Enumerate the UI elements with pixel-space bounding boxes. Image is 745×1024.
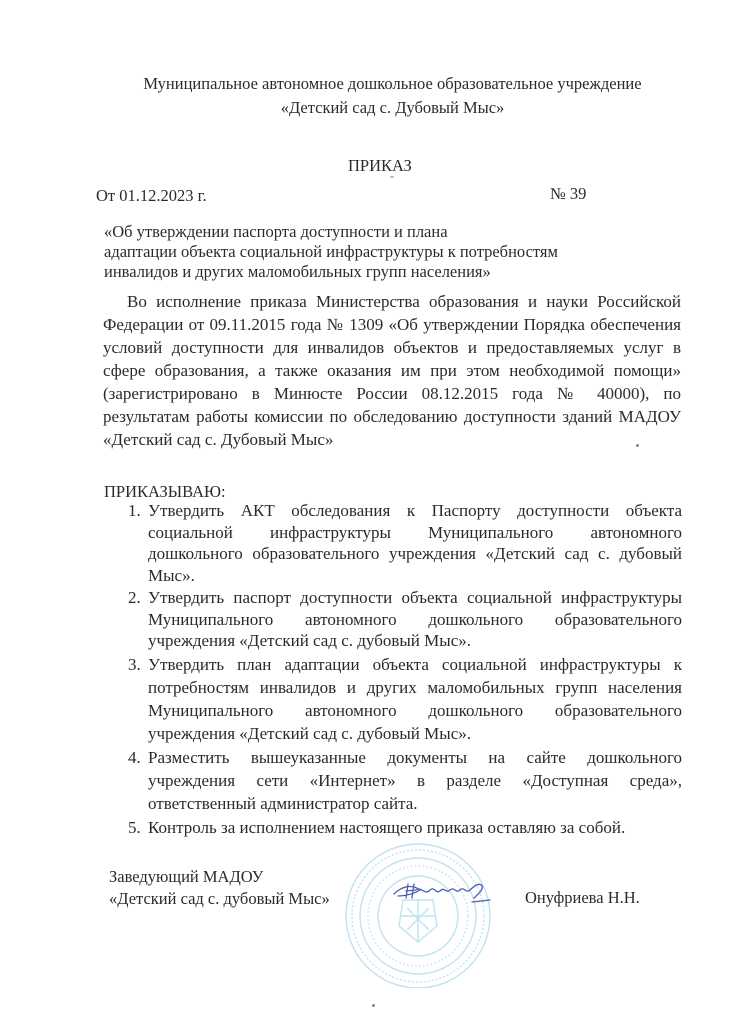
item-number: 2. [128, 588, 141, 607]
order-item [128, 653, 682, 745]
document-number: № 39 [550, 184, 587, 203]
document-title: ПРИКАЗ [348, 156, 412, 175]
document-date: От 01.12.2023 г. [96, 186, 207, 205]
scan-speck [372, 1004, 375, 1007]
signatory-title: Заведующий МАДОУ [109, 867, 264, 886]
order-heading: ПРИКАЗЫВАЮ: [104, 482, 226, 501]
preamble-paragraph: Во исполнение приказа Министерства образования и науки Российской Федерации от 09.11.2015 года № 1309 «Об утверждении Порядка обеспечения условий доступности для инвалидов объектов и предоставляемых услуг в сфере образования, а также оказания им при этом необходимой помощи» (зарегистрировано в Минюсте России 08.12.2015 года № 40000), по результатам работы комиссии по обследованию доступности зданий МАДОУ «Детский сад с. Дубовый Мыс» [103, 292, 681, 449]
item-number: 4. [128, 747, 141, 767]
item-number: 1. [128, 501, 141, 520]
official-stamp [333, 838, 503, 988]
subject-line: «Об утверждении паспорта доступности и плана [104, 222, 448, 241]
item-text: Контроль за исполнением настоящего приказа оставляю за собой. [148, 817, 626, 837]
item-text: Разместить вышеуказанные документы на сайте дошкольного учреждения сети «Интернет» в разделе «Доступная среда», ответственный администратор сайта. [148, 747, 682, 813]
signatory-name: Онуфриева Н.Н. [525, 888, 640, 907]
item-text: Утвердить АКТ обследования к Паспорту доступности объекта социальной инфраструктуры Муниципального автономного дошкольного образовательного учреждения «Детский сад с. дубовый Мыс». [148, 501, 682, 585]
item-number: 5. [128, 817, 141, 837]
item-text: Утвердить паспорт доступности объекта социальной инфраструктуры Муниципального автономного дошкольного образовательного учреждения «Детский сад с. дубовый Мыс». [148, 588, 682, 650]
document-subject [104, 222, 558, 282]
order-item [128, 500, 682, 586]
order-item [128, 816, 682, 839]
organization-short-name: «Детский сад с. Дубовый Мыс» [280, 98, 505, 117]
scan-speck [636, 444, 639, 447]
scan-speck [390, 176, 394, 178]
item-text: Утвердить план адаптации объекта социальной инфраструктуры к потребностям инвалидов и других маломобильных групп населения Муниципального автономного дошкольного образовательного учреждения «Детский сад с. дубовый Мыс». [148, 654, 682, 743]
order-items-list [128, 500, 682, 840]
signatory-position [109, 866, 330, 910]
order-item [128, 746, 682, 815]
signatory-organization: «Детский сад с. дубовый Мыс» [109, 889, 330, 908]
signature [390, 876, 500, 906]
subject-line: адаптации объекта социальной инфраструктуры к потребностям [104, 242, 558, 261]
order-item [128, 587, 682, 652]
subject-line: инвалидов и других маломобильных групп населения» [104, 262, 491, 281]
organization-name: Муниципальное автономное дошкольное образовательное учреждение [143, 74, 642, 93]
item-number: 3. [128, 654, 141, 674]
